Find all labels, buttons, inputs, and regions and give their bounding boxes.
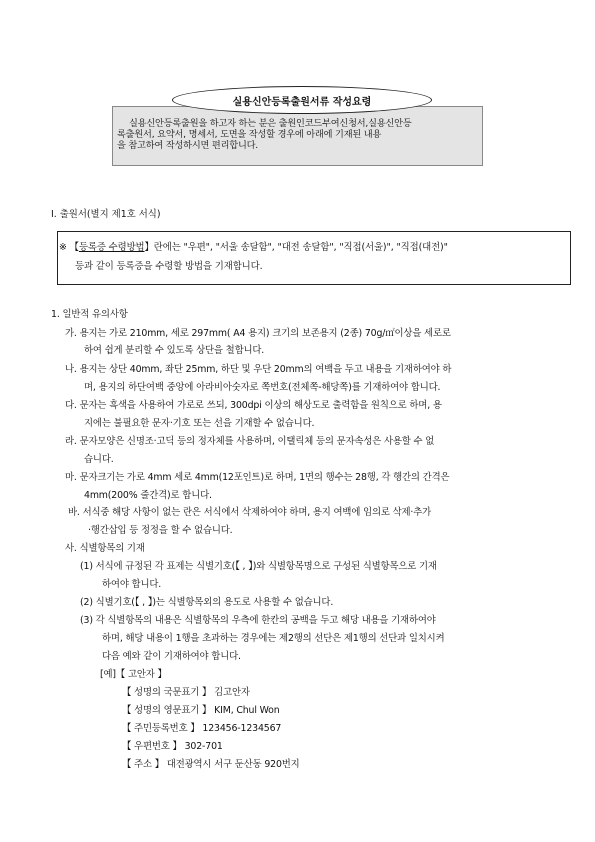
note-line-1 [59,239,448,253]
example-field-value: KIM, Chul Won [214,705,280,716]
general-line: 라. 문자모양은 신명조·고딕 등의 정자체를 사용하며, 이탤릭체 등의 문자속성은 사용할 수 없 [65,436,435,447]
intro-text [117,118,479,151]
general-heading: 1. 일반적 유의사항 [51,309,128,320]
general-line: 마. 문자크기는 가로 4mm 세로 4mm(12포인트)로 하며, 1면의 행수는 28행, 각 행간의 간격은 [65,472,450,483]
general-line: ·행간삽입 등 정정을 할 수 없습니다. [88,525,233,536]
document-title-text: 실용신안등록출원서류 작성요령 [232,96,372,108]
example-field-value: 123456-1234567 [202,723,282,734]
note-bracket-open: 【 [69,242,79,253]
general-line: (2) 식별기호(【 , 】)는 식별항목외의 용도로 사용할 수 없습니다. [80,597,334,608]
example-field-label: 【 성명의 영문표기 】 [122,705,212,716]
note-bracket-close: 】 [144,242,154,253]
intro-line: 실용신안등록출원을 하고자 하는 분은 출원인코드부여신청서,실용신안등 [129,118,412,129]
example-field-value: 김고안자 [214,687,250,698]
example-field [122,738,223,752]
general-line: 가. 용지는 가로 210mm, 세로 297mm( A4 용지) 크기의 보존용지 (2종) 70g/㎡이상을 세로로 [65,328,451,339]
general-line: 사. 식별항목의 기재 [65,543,145,554]
general-line: (3) 각 식별항목의 내용은 식별항목의 우측에 한칸의 공백을 두고 해당 내용을 기재하여야 [80,615,436,626]
example-field-value: 302-701 [184,741,223,752]
example-title: 【 고안자 】 [115,669,167,680]
example-field [122,756,300,770]
general-line: 다음 예와 같이 기재하여야 합니다. [102,651,241,662]
note-line-2: 등과 같이 등록증을 수령할 방법을 기재합니다. [75,261,263,272]
example-label: [예] [100,669,116,680]
general-line: (1) 서식에 규정된 각 표제는 식별기호(【 , 】)와 식별항목명으로 구성된 식별항목으로 기재 [80,561,437,572]
intro-line: 록출원서, 요약서, 명세서, 도면을 작성할 경우에 아래에 기재된 내용 [117,129,382,140]
general-line: 며, 용지의 하단여백 중앙에 아라비아숫자로 쪽번호(전체쪽-해당쪽)를 기재하여야 합니다. [84,382,441,393]
example-field-label: 【 성명의 국문표기 】 [122,687,212,698]
general-line: 하며, 해당 내용이 1행을 초과하는 경우에는 제2행의 선단은 제1행의 선단과 일치시켜 [102,633,445,644]
general-line: 지에는 불필요한 문자·기호 또는 선을 기재할 수 없습니다. [84,418,315,429]
example-field [122,702,280,716]
intro-line: 을 참고하여 작성하시면 편리합니다. [117,140,259,151]
general-line: 하여 쉽게 분리할 수 있도록 상단을 철합니다. [84,345,265,356]
general-line: 나. 용지는 상단 40mm, 좌단 25mm, 하단 및 우단 20mm의 여백을 두고 내용을 기재하여야 하 [65,364,452,375]
example-field-label: 【 주민등록번호 】 [122,723,200,734]
note-mark: ※ [59,242,67,253]
example-field [122,720,281,734]
general-line: 바. 서식중 해당 사항이 없는 란은 서식에서 삭제하여야 하며, 용지 여백에 임의로 삭제·추가 [68,507,432,518]
document-title [172,86,432,114]
example-field [122,684,250,698]
general-line: 다. 문자는 흑색을 사용하여 가로로 쓰되, 300dpi 이상의 해상도로 출력함을 원칙으로 하며, 용 [65,400,442,411]
general-line: 4mm(200% 줄간격)로 합니다. [84,490,212,501]
example-heading [100,666,167,680]
general-line: 하여야 합니다. [102,579,162,590]
note-label: 등록증 수령방법 [78,242,145,253]
general-line: 습니다. [84,454,114,465]
section-heading: Ⅰ. 출원서(별지 제1호 서식) [51,209,161,220]
example-field-label: 【 주소 】 [122,759,164,770]
note-line1-rest: 란에는 "우편", "서울 송달함", "대전 송달함", "직접(서울)", "직접(대전)" [153,242,448,253]
example-field-label: 【 우편번호 】 [122,741,182,752]
example-field-value: 대전광역시 서구 둔산동 920번지 [166,759,300,770]
